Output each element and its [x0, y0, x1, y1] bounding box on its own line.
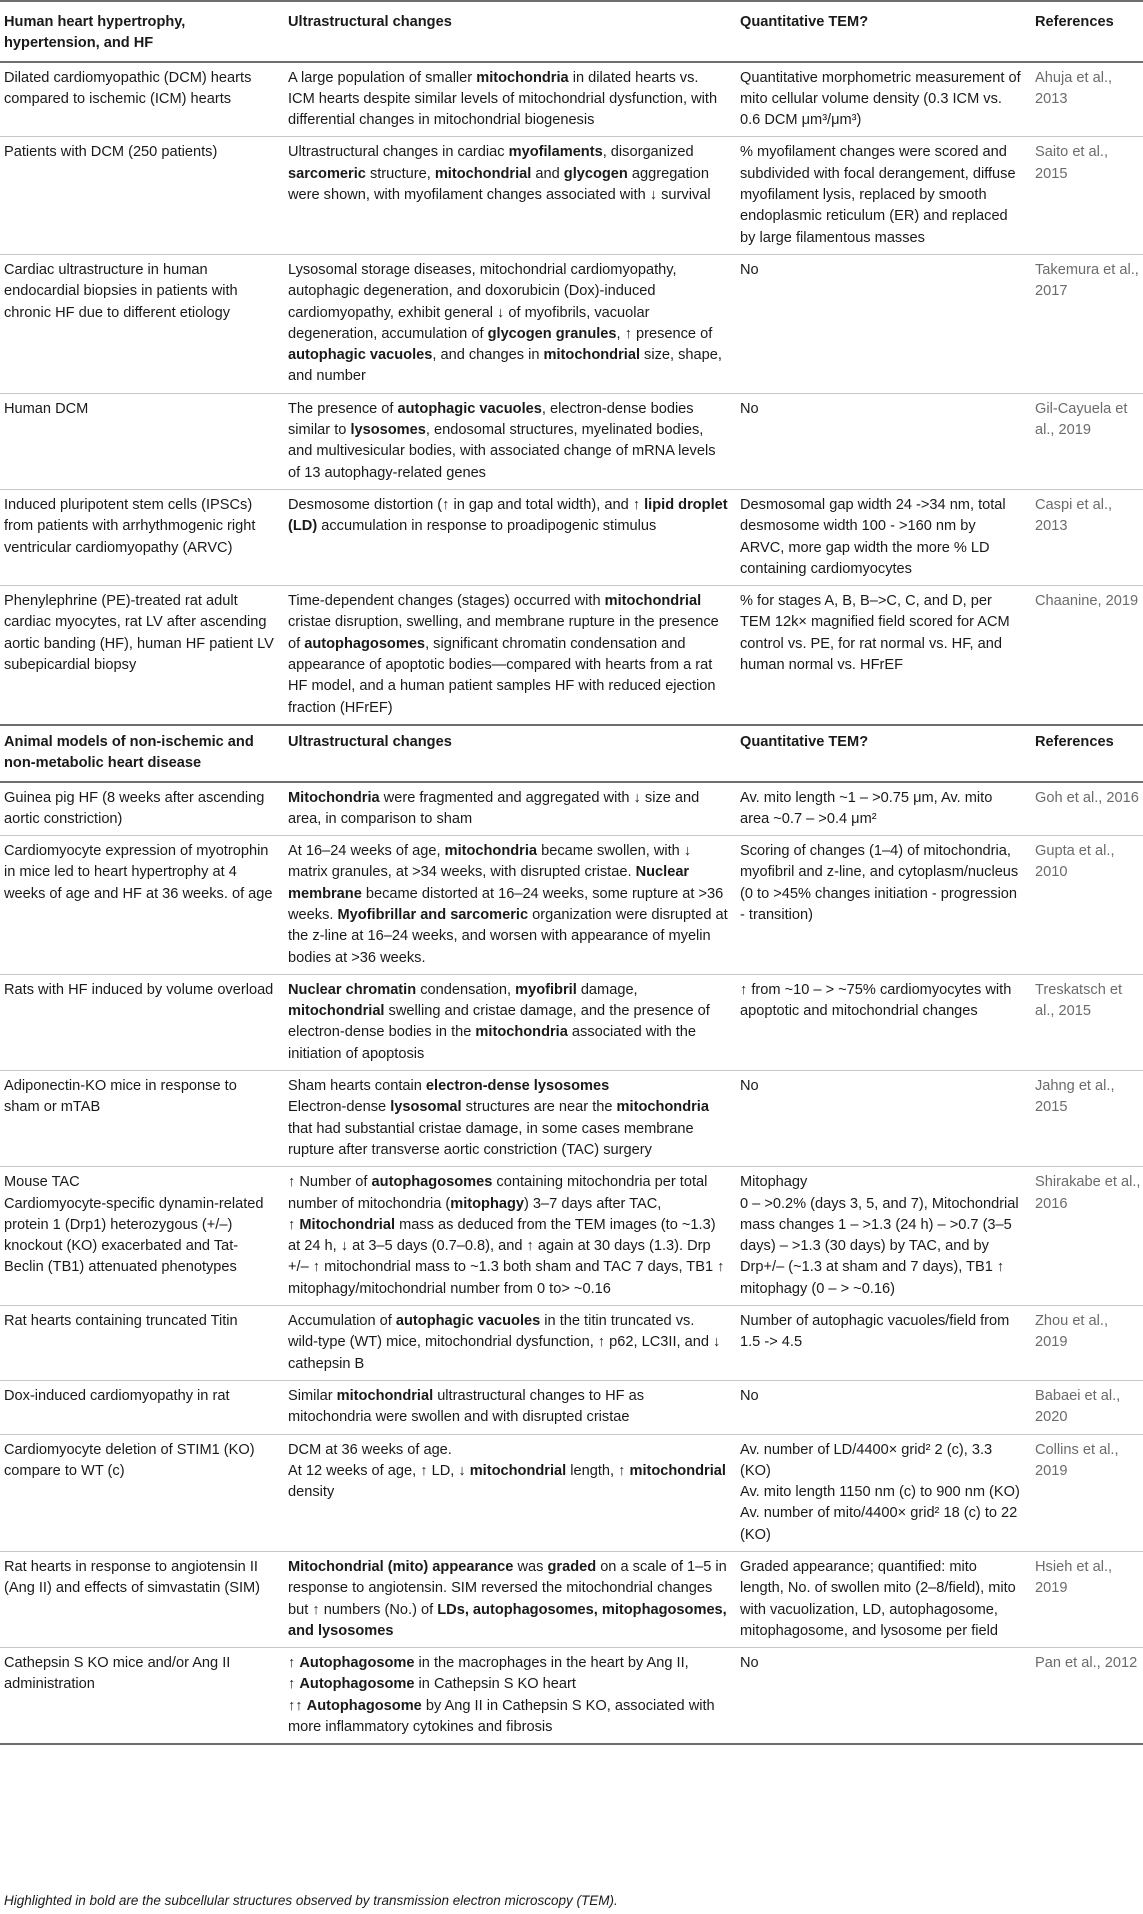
- reference-cell: Goh et al., 2016: [1031, 782, 1143, 836]
- model-cell: Mouse TAC Cardiomyocyte-specific dynamin-related protein 1 (Drp1) heterozygous (+/–) knockout (KO) exacerbated and Tat-Beclin (TB1) attenuated phenotypes: [0, 1167, 284, 1306]
- table-row: [0, 137, 1143, 254]
- model-cell: Rats with HF induced by volume overload: [0, 974, 284, 1070]
- changes-cell: ↑ Autophagosome in the macrophages in the heart by Ang II, ↑ Autophagosome in Cathepsin S KO heart ↑↑ Autophagosome by Ang II in Cathepsin S KO, associated with more inflammatory cytokines and fibrosis: [284, 1648, 736, 1745]
- table-row: [0, 1648, 1143, 1745]
- reference-cell: Zhou et al., 2019: [1031, 1306, 1143, 1381]
- header-references: References: [1031, 725, 1143, 782]
- table-row: [0, 974, 1143, 1070]
- reference-cell: Shirakabe et al., 2016: [1031, 1167, 1143, 1306]
- header-model: Animal models of non-ischemic and non-metabolic heart disease: [0, 725, 284, 782]
- table-row: [0, 62, 1143, 137]
- reference-cell: Gupta et al., 2010: [1031, 836, 1143, 975]
- table-row: [0, 1306, 1143, 1381]
- tem-cell: ↑ from ~10 – > ~75% cardiomyocytes with apoptotic and mitochondrial changes: [736, 974, 1031, 1070]
- model-cell: Dox-induced cardiomyopathy in rat: [0, 1380, 284, 1434]
- tem-cell: % for stages A, B, B–>C, C, and D, per TEM 12k× magnified field scored for ACM control vs. PE, for rat normal vs. HF, and human normal vs. HFrEF: [736, 586, 1031, 725]
- changes-cell: A large population of smaller mitochondria in dilated hearts vs. ICM hearts despite similar levels of mitochondrial dysfunction, with differential changes in mitochondrial biogenesis: [284, 62, 736, 137]
- reference-cell: Saito et al., 2015: [1031, 137, 1143, 254]
- model-cell: Adiponectin-KO mice in response to sham or mTAB: [0, 1071, 284, 1167]
- model-cell: Rat hearts containing truncated Titin: [0, 1306, 284, 1381]
- table-row: [0, 489, 1143, 585]
- model-cell: Phenylephrine (PE)-treated rat adult cardiac myocytes, rat LV after ascending aortic banding (HF), human HF patient LV subepicardial biopsy: [0, 586, 284, 725]
- table-row: [0, 1552, 1143, 1648]
- tem-cell: Scoring of changes (1–4) of mitochondria, myofibril and z-line, and cytoplasm/nucleus (0 to >45% changes initiation - progression - transition): [736, 836, 1031, 975]
- changes-cell: Time-dependent changes (stages) occurred with mitochondrial cristae disruption, swelling, and membrane rupture in the presence of autophagosomes, significant chromatin condensation and appearance of apoptotic bodies—compared with hearts from a rat HF model, and a human patient samples HF with reduced ejection fraction (HFrEF): [284, 586, 736, 725]
- changes-cell: Sham hearts contain electron-dense lysosomes Electron-dense lysosomal structures are near the mitochondria that had substantial cristae damage, in some cases membrane rupture after transverse aortic constriction (TAC) surgery: [284, 1071, 736, 1167]
- model-cell: Human DCM: [0, 393, 284, 489]
- header-changes: Ultrastructural changes: [284, 725, 736, 782]
- model-cell: Dilated cardiomyopathic (DCM) hearts compared to ischemic (ICM) hearts: [0, 62, 284, 137]
- changes-cell: DCM at 36 weeks of age. At 12 weeks of age, ↑ LD, ↓ mitochondrial length, ↑ mitochondrial density: [284, 1434, 736, 1551]
- model-cell: Cardiomyocyte expression of myotrophin in mice led to heart hypertrophy at 4 weeks of age and HF at 36 weeks. of age: [0, 836, 284, 975]
- section-header-row: [0, 1, 1143, 62]
- table-row: [0, 586, 1143, 725]
- table-row: [0, 782, 1143, 836]
- table-footnote: Highlighted in bold are the subcellular structures observed by transmission electron microscopy (TEM).: [4, 1893, 618, 1908]
- changes-cell: Ultrastructural changes in cardiac myofilaments, disorganized sarcomeric structure, mitochondrial and glycogen aggregation were shown, with myofilament changes associated with ↓ survival: [284, 137, 736, 254]
- table-row: [0, 1380, 1143, 1434]
- reference-cell: Pan et al., 2012: [1031, 1648, 1143, 1745]
- model-cell: Cardiac ultrastructure in human endocardial biopsies in patients with chronic HF due to different etiology: [0, 254, 284, 393]
- tem-cell: Graded appearance; quantified: mito length, No. of swollen mito (2–8/field), mito with vacuolization, LD, autophagosome, mitophagosome, and lysosome per field: [736, 1552, 1031, 1648]
- reference-cell: Gil-Cayuela et al., 2019: [1031, 393, 1143, 489]
- reference-cell: Caspi et al., 2013: [1031, 489, 1143, 585]
- changes-cell: At 16–24 weeks of age, mitochondria became swollen, with ↓ matrix granules, at >34 weeks, with disrupted cristae. Nuclear membrane became distorted at 16–24 weeks, some rupture at >36 weeks. Myofibrillar and sarcomeric organization were disrupted at the z-line at 16–24 weeks, and worsen with appearance of myelin bodies at >36 weeks.: [284, 836, 736, 975]
- tem-cell: Mitophagy 0 – >0.2% (days 3, 5, and 7), Mitochondrial mass changes 1 – >1.3 (24 h) – >0.7 (3–5 days) – >1.3 (30 days) by TAC, and by Drp+/– (~1.3 at sham and 7 days), TB1 ↑ mitophagy (0 – > ~0.16): [736, 1167, 1031, 1306]
- header-references: References: [1031, 1, 1143, 62]
- changes-cell: Nuclear chromatin condensation, myofibril damage, mitochondrial swelling and cristae damage, and the presence of electron-dense bodies in the mitochondria associated with the initiation of apoptosis: [284, 974, 736, 1070]
- tem-cell: No: [736, 254, 1031, 393]
- changes-cell: Desmosome distortion (↑ in gap and total width), and ↑ lipid droplet (LD) accumulation in response to proadipogenic stimulus: [284, 489, 736, 585]
- tem-cell: No: [736, 1648, 1031, 1745]
- table-body: [0, 1, 1143, 1744]
- reference-cell: Collins et al., 2019: [1031, 1434, 1143, 1551]
- tem-cell: Quantitative morphometric measurement of mito cellular volume density (0.3 ICM vs. 0.6 DCM μm³/μm³): [736, 62, 1031, 137]
- tem-cell: Av. number of LD/4400× grid² 2 (c), 3.3 (KO) Av. mito length 1150 nm (c) to 900 nm (KO) Av. number of mito/4400× grid² 18 (c) to 22 (KO): [736, 1434, 1031, 1551]
- tem-cell: No: [736, 393, 1031, 489]
- table-row: [0, 1434, 1143, 1551]
- changes-cell: The presence of autophagic vacuoles, electron-dense bodies similar to lysosomes, endosomal structures, myelinated bodies, and multivesicular bodies, with associated change of mRNA levels of 13 autophagy-related genes: [284, 393, 736, 489]
- header-changes: Ultrastructural changes: [284, 1, 736, 62]
- table-row: [0, 1071, 1143, 1167]
- tem-cell: Number of autophagic vacuoles/field from 1.5 -> 4.5: [736, 1306, 1031, 1381]
- section-header-row: [0, 725, 1143, 782]
- tem-cell: No: [736, 1380, 1031, 1434]
- reference-cell: Takemura et al., 2017: [1031, 254, 1143, 393]
- model-cell: Guinea pig HF (8 weeks after ascending aortic constriction): [0, 782, 284, 836]
- table-row: [0, 1167, 1143, 1306]
- reference-cell: Jahng et al., 2015: [1031, 1071, 1143, 1167]
- model-cell: Induced pluripotent stem cells (IPSCs) from patients with arrhythmogenic right ventricular cardiomyopathy (ARVC): [0, 489, 284, 585]
- header-model: Human heart hypertrophy, hypertension, and HF: [0, 1, 284, 62]
- table-row: [0, 836, 1143, 975]
- reference-cell: Babaei et al., 2020: [1031, 1380, 1143, 1434]
- tem-cell: Desmosomal gap width 24 ->34 nm, total desmosome width 100 - >160 nm by ARVC, more gap width the more % LD containing cardiomyocytes: [736, 489, 1031, 585]
- tem-cell: No: [736, 1071, 1031, 1167]
- changes-cell: Lysosomal storage diseases, mitochondrial cardiomyopathy, autophagic degeneration, and doxorubicin (Dox)-induced cardiomyopathy, exhibit general ↓ of myofibrils, vacuolar degeneration, accumulation of glycogen granules, ↑ presence of autophagic vacuoles, and changes in mitochondrial size, shape, and number: [284, 254, 736, 393]
- tem-cell: Av. mito length ~1 – >0.75 μm, Av. mito area ~0.7 – >0.4 μm²: [736, 782, 1031, 836]
- model-cell: Cardiomyocyte deletion of STIM1 (KO) compare to WT (c): [0, 1434, 284, 1551]
- table-row: [0, 254, 1143, 393]
- changes-cell: Accumulation of autophagic vacuoles in the titin truncated vs. wild-type (WT) mice, mitochondrial dysfunction, ↑ p62, LC3II, and ↓ cathepsin B: [284, 1306, 736, 1381]
- header-tem: Quantitative TEM?: [736, 1, 1031, 62]
- model-cell: Cathepsin S KO mice and/or Ang II administration: [0, 1648, 284, 1745]
- header-tem: Quantitative TEM?: [736, 725, 1031, 782]
- reference-cell: Hsieh et al., 2019: [1031, 1552, 1143, 1648]
- reference-cell: Chaanine, 2019: [1031, 586, 1143, 725]
- changes-cell: Mitochondria were fragmented and aggregated with ↓ size and area, in comparison to sham: [284, 782, 736, 836]
- tem-cell: % myofilament changes were scored and subdivided with focal derangement, diffuse myofilament lysis, replaced by smooth endoplasmic reticulum (ER) and replaced by large filamentous masses: [736, 137, 1031, 254]
- changes-cell: ↑ Number of autophagosomes containing mitochondria per total number of mitochondria (mitophagy) 3–7 days after TAC, ↑ Mitochondrial mass as deduced from the TEM images (to ~1.3) at 24 h, ↓ at 3–5 days (0.7–0.8), and ↑ again at 30 days (1.3). Drp +/– ↑ mitochondrial mass to ~1.3 both sham and TAC 7 days, TB1 ↑ mitophagy/mitochondrial number from 0 to> ~0.16: [284, 1167, 736, 1306]
- reference-cell: Ahuja et al., 2013: [1031, 62, 1143, 137]
- model-cell: Patients with DCM (250 patients): [0, 137, 284, 254]
- changes-cell: Mitochondrial (mito) appearance was graded on a scale of 1–5 in response to angiotensin. SIM reversed the mitochondrial changes but ↑ numbers (No.) of LDs, autophagosomes, mitophagosomes, and lysosomes: [284, 1552, 736, 1648]
- model-cell: Rat hearts in response to angiotensin II (Ang II) and effects of simvastatin (SIM): [0, 1552, 284, 1648]
- reference-cell: Treskatsch et al., 2015: [1031, 974, 1143, 1070]
- table-row: [0, 393, 1143, 489]
- changes-cell: Similar mitochondrial ultrastructural changes to HF as mitochondria were swollen and with disrupted cristae: [284, 1380, 736, 1434]
